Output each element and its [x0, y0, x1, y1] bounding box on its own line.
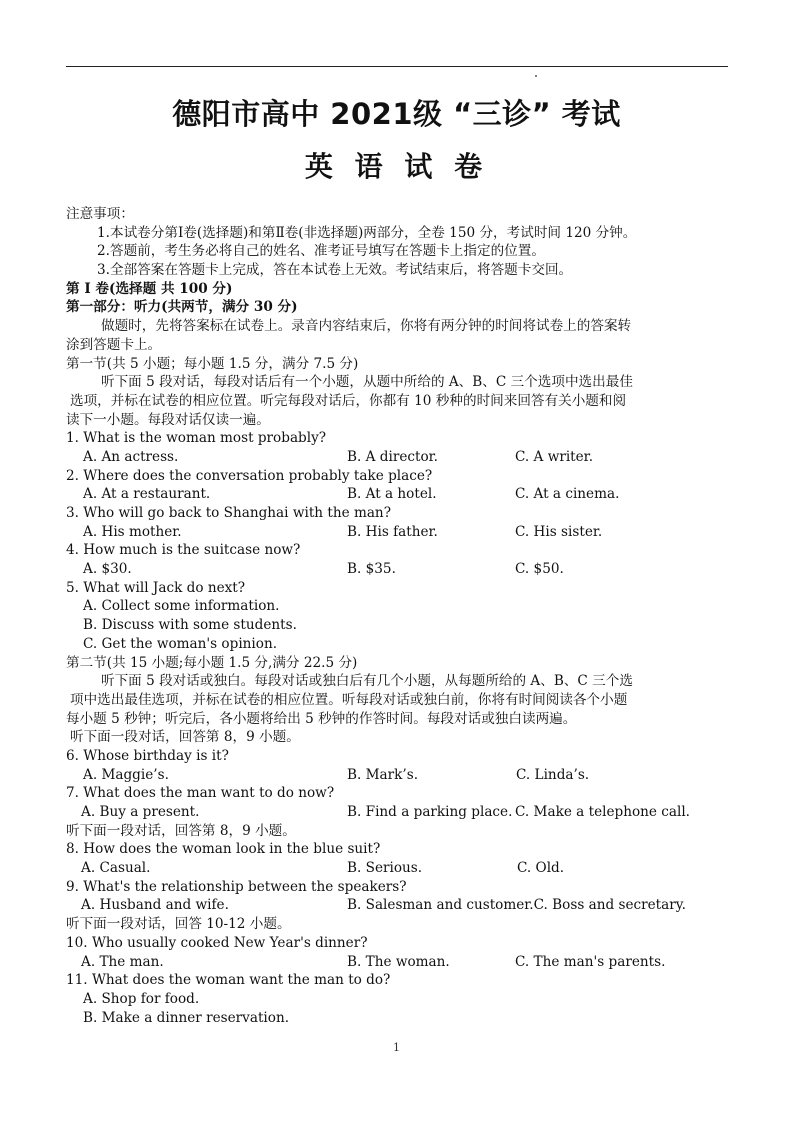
option-a: A. Collect some information.: [83, 598, 280, 615]
group-instruction: 听下面一段对话，回答 10-12 小题。: [66, 916, 291, 933]
part-intro: 做题时，先将答案标在试卷上。录音内容结束后，你将有两分钟的时间将试卷上的答案转: [101, 318, 632, 335]
question-options: [66, 448, 736, 467]
header-rule: [66, 66, 728, 67]
option-b: B. Serious.: [347, 860, 423, 877]
header-dot: [535, 75, 537, 77]
exam-title: 德阳市高中 2021级 “三诊” 考试: [172, 97, 621, 131]
option-a: A. Shop for food.: [83, 990, 200, 1007]
document-body: [66, 205, 736, 1027]
option-a: A. An actress.: [83, 448, 179, 465]
question-stem: 11. What does the woman want the man to do?: [66, 972, 391, 989]
option-a: A. $30.: [83, 561, 132, 578]
question-stem: 1. What is the woman most probably?: [66, 430, 327, 447]
question-stem: 8. How does the woman look in the blue suit?: [66, 841, 381, 858]
part-heading: 第一部分：听力(共两节，满分 30 分): [66, 299, 298, 316]
question-stem: 9. What's the relationship between the speakers?: [66, 878, 407, 895]
question-options: [66, 896, 736, 915]
question-options: [66, 485, 736, 504]
option-a: A. Casual.: [81, 860, 151, 877]
question-options: [66, 859, 736, 878]
question-options: [66, 953, 736, 972]
option-c: C. His sister.: [515, 523, 603, 540]
part-intro: 涂到答题卡上。: [66, 336, 162, 353]
section-heading: 第二节(共 15 小题;每小题 1.5 分,满分 22.5 分): [66, 654, 358, 671]
option-c: C. Old.: [517, 860, 565, 877]
question-stem: 6. Whose birthday is it?: [66, 747, 229, 764]
option-b: B. At a hotel.: [347, 486, 437, 503]
section-heading: 第一节(共 5 小题；每小题 1.5 分，满分 7.5 分): [66, 355, 359, 372]
question-stem: 7. What does the man want to do now?: [66, 785, 335, 802]
option-b: B. Make a dinner reservation.: [83, 1009, 290, 1026]
option-a: A. Buy a present.: [81, 804, 200, 820]
question-stem: 2. Where does the conversation probably take place?: [66, 467, 433, 484]
option-c: C. A writer.: [515, 448, 594, 465]
page-number: 1: [393, 1041, 400, 1054]
option-c: C. $50.: [515, 561, 564, 578]
question-stem: 3. Who will go back to Shanghai with the man?: [66, 505, 391, 521]
option-c: C. Make a telephone call.: [515, 804, 691, 820]
option-c: C. The man's parents.: [515, 953, 666, 970]
exam-subtitle: 英 语 试 卷: [304, 150, 489, 183]
question-options: [66, 766, 736, 785]
group-instruction: 听下面一段对话，回答第 8，9 小题。: [66, 822, 296, 839]
option-b: B. Salesman and customer.C. Boss and secretary.: [347, 897, 686, 914]
option-b: B. The woman.: [347, 953, 450, 970]
option-a: A. At a restaurant.: [83, 486, 211, 503]
question-stem: 10. Who usually cooked New Year's dinner?: [66, 934, 368, 951]
option-c: C. Get the woman's opinion.: [83, 635, 278, 652]
option-c: C. At a cinema.: [515, 486, 620, 503]
section-intro: 每小题 5 秒钟；听完后，各小题将给出 5 秒钟的作答时间。每段对话或独白读两遍。: [66, 710, 577, 727]
question-stem: 5. What will Jack do next?: [66, 579, 246, 596]
section-intro: 读下一小题。每段对话仅读一遍。: [66, 411, 270, 428]
option-b: B. Discuss with some students.: [83, 617, 297, 634]
notice-item: 3.全部答案在答题卡上完成，答在本试卷上无效。考试结束后，将答题卡交回。: [97, 262, 573, 279]
option-a: A. His mother.: [83, 523, 182, 540]
volume-heading: 第 Ⅰ 卷(选择题 共 100 分): [66, 280, 233, 297]
option-b: B. A director.: [347, 448, 438, 465]
question-options: [66, 803, 736, 822]
option-b: B. Mark’s.: [347, 766, 419, 783]
option-b: B. $35.: [347, 561, 396, 578]
section-intro: 听下面 5 段对话或独白。每段对话或独白后有几个小题，从每题所给的 A、B、C 三个选: [101, 673, 633, 690]
notice-heading: 注意事项：: [66, 206, 134, 222]
section-intro: 项中选出最佳选项，并标在试卷的相应位置。听每段对话或独白前，你将有时间阅读各个小题: [70, 691, 628, 708]
option-b: B. His father.: [347, 523, 438, 540]
option-a: A. Maggie’s.: [83, 766, 169, 783]
option-c: C. Linda’s.: [516, 766, 590, 783]
option-b: B. Find a parking place.: [347, 804, 513, 820]
section-intro: 听下面 5 段对话，每段对话后有一个小题，从题中所给的 A、B、C 三个选项中选出最佳: [101, 374, 633, 391]
section-intro: 选项，并标在试卷的相应位置。听完每段对话后，你都有 10 秒种的时间来回答有关小题和阅: [70, 392, 627, 409]
question-options: [66, 523, 736, 542]
group-instruction: 听下面一段对话，回答第 8，9 小题。: [70, 729, 300, 746]
option-a: A. Husband and wife.: [81, 897, 229, 914]
question-options: [66, 560, 736, 579]
notice-item: 1.本试卷分第Ⅰ卷(选择题)和第Ⅱ卷(非选择题)两部分，全卷 150 分，考试时间 120 分钟。: [97, 224, 637, 241]
question-stem: 4. How much is the suitcase now?: [66, 542, 301, 559]
notice-item: 2.答题前，考生务必将自己的姓名、准考证号填写在答题卡上指定的位置。: [97, 243, 545, 260]
option-a: A. The man.: [81, 953, 164, 970]
